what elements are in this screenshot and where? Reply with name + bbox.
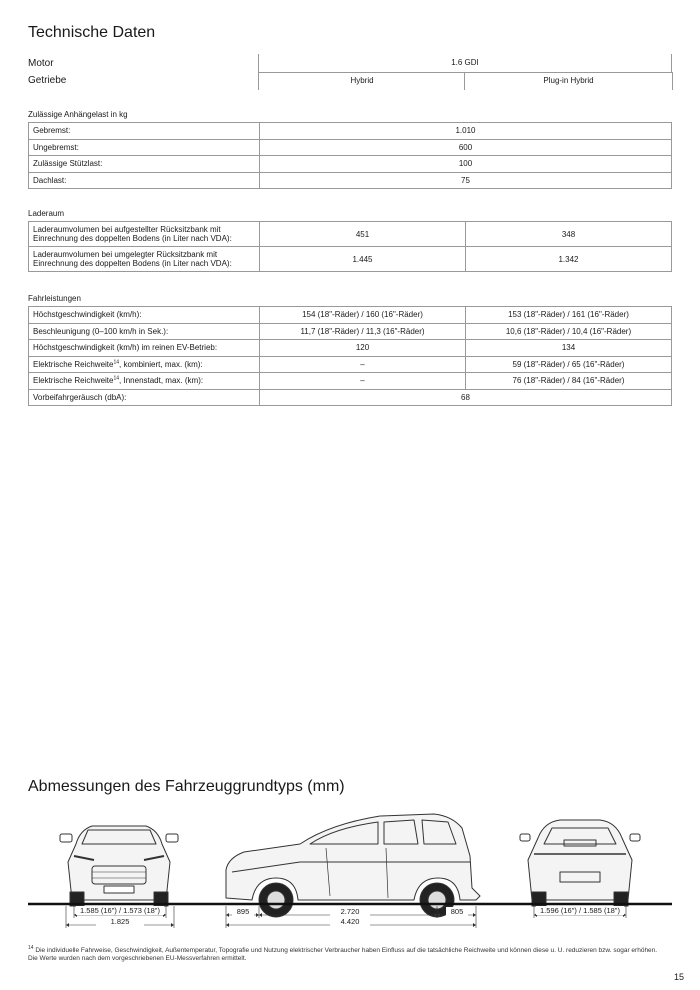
col-hybrid: Hybrid <box>258 72 465 90</box>
page-number: 15 <box>673 972 684 982</box>
row-label: Zulässige Stützlast: <box>29 156 260 173</box>
page-title: Technische Daten <box>28 24 156 41</box>
section-performance: Fahrleistungen <box>28 294 81 303</box>
rear-overhang-label: 805 <box>446 907 468 916</box>
row-value-phev: 134 <box>466 340 672 357</box>
table-row <box>29 139 672 156</box>
row-value: 1.010 <box>260 123 672 140</box>
table-row <box>29 222 672 247</box>
cargo-table <box>28 221 672 272</box>
row-value-hybrid: 154 (18"-Räder) / 160 (16"-Räder) <box>260 307 466 324</box>
table-row <box>29 323 672 340</box>
row-value-phev: 1.342 <box>466 247 672 272</box>
row-label: Laderaumvolumen bei aufgestellter Rücksitzbank mit Einrechnung des doppelten Bodens (in Liter nach VDA): <box>29 222 260 247</box>
table-row <box>29 340 672 357</box>
width-label: 1.825 <box>96 917 144 926</box>
section-cargo: Laderaum <box>28 209 65 218</box>
row-value-phev: 76 (18"-Räder) / 84 (16"-Räder) <box>466 373 672 390</box>
row-value-phev: 59 (18"-Räder) / 65 (16"-Räder) <box>466 356 672 373</box>
front-track-label: 1.585 (16") / 1.573 (18") <box>76 906 164 915</box>
table-row <box>29 172 672 189</box>
wheelbase-label: 2.720 <box>330 907 370 916</box>
motor-label: Motor <box>28 58 54 69</box>
row-value-hybrid: – <box>260 356 466 373</box>
table-row <box>29 389 672 406</box>
row-value-phev: 348 <box>466 222 672 247</box>
engine-header <box>28 54 672 90</box>
row-value: 600 <box>260 139 672 156</box>
row-label: Höchstgeschwindigkeit (km/h): <box>29 307 260 324</box>
row-label: Ungebremst: <box>29 139 260 156</box>
row-value: 100 <box>260 156 672 173</box>
row-label: Höchstgeschwindigkeit (km/h) im reinen EV-Betrieb: <box>29 340 260 357</box>
row-value-hybrid: 11,7 (18"-Räder) / 11,3 (16"-Räder) <box>260 323 466 340</box>
row-value-phev: 10,6 (18"-Räder) / 10,4 (16"-Räder) <box>466 323 672 340</box>
towing-table <box>28 122 672 189</box>
table-row <box>29 307 672 324</box>
row-value: 68 <box>260 389 672 406</box>
row-label-text: Elektrische Reichweite <box>33 376 114 386</box>
row-label: Vorbeifahrgeräusch (dbA): <box>29 389 260 406</box>
dimensions-diagram <box>0 800 700 930</box>
row-value-hybrid: 1.445 <box>260 247 466 272</box>
rear-track-label: 1.596 (16") / 1.585 (18") <box>536 906 624 915</box>
motor-value: 1.6 GDI <box>258 54 672 73</box>
footnote-marker: 14 <box>28 944 34 951</box>
row-label-text: , kombiniert, max. (km): <box>119 359 203 369</box>
row-label: Beschleunigung (0–100 km/h in Sek.): <box>29 323 260 340</box>
row-value: 75 <box>260 172 672 189</box>
row-value-phev: 153 (18"-Räder) / 161 (16"-Räder) <box>466 307 672 324</box>
car-front-icon <box>60 826 178 906</box>
row-label-text: , Innenstadt, max. (km): <box>119 376 204 386</box>
length-label: 4.420 <box>330 917 370 926</box>
performance-table <box>28 306 672 406</box>
footnote <box>28 944 668 963</box>
row-value-hybrid: 451 <box>260 222 466 247</box>
footnote-ref: 14 <box>113 375 120 382</box>
col-plugin-hybrid: Plug-in Hybrid <box>464 72 673 90</box>
row-label: Laderaumvolumen bei umgelegter Rücksitzbank mit Einrechnung des doppelten Bodens (in Liter nach VDA): <box>29 247 260 272</box>
table-row <box>29 356 672 373</box>
row-value-hybrid: – <box>260 373 466 390</box>
getriebe-label: Getriebe <box>28 75 67 86</box>
car-rear-icon <box>520 820 640 906</box>
row-label <box>29 373 260 390</box>
front-overhang-label: 895 <box>232 907 254 916</box>
table-row <box>29 373 672 390</box>
row-label: Gebremst: <box>29 123 260 140</box>
dimensions-title: Abmessungen des Fahrzeuggrundtyps (mm) <box>28 778 345 795</box>
table-row <box>29 156 672 173</box>
car-side-icon <box>226 814 480 917</box>
footnote-ref: 14 <box>113 359 120 366</box>
row-label-text: Elektrische Reichweite <box>33 359 114 369</box>
section-towing: Zulässige Anhängelast in kg <box>28 110 128 119</box>
table-row <box>29 123 672 140</box>
table-row <box>29 247 672 272</box>
footnote-text: Die individuelle Fahrweise, Geschwindigkeit, Außentemperatur, Topografie und Nutzung elektrischer Verbraucher haben Einfluss auf die tatsächliche Reichweite und können diese u. U. reduzieren bzw. sogar erhöhen. Die Werte wurden nach dem vorgeschriebenen EU-Messverfahren ermittelt. <box>28 947 658 962</box>
row-label: Dachlast: <box>29 172 260 189</box>
row-value-hybrid: 120 <box>260 340 466 357</box>
row-label <box>29 356 260 373</box>
